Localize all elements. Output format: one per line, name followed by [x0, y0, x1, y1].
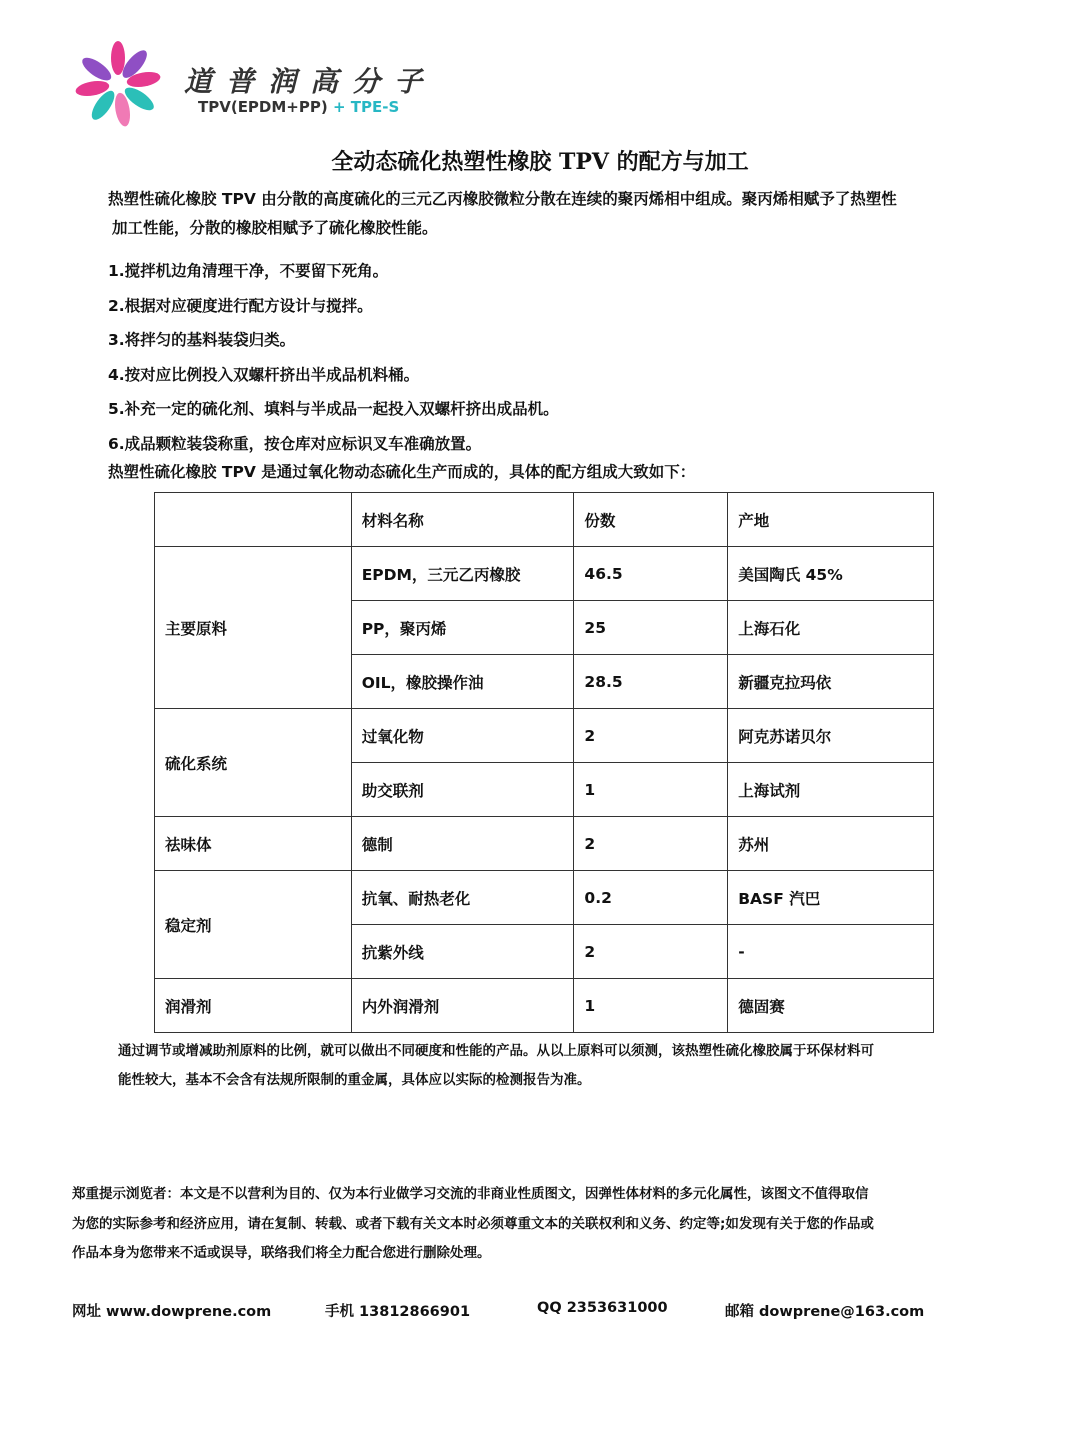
material-origin: 德固赛	[728, 979, 934, 1033]
contact-website[interactable]: 网址 www.dowprene.com	[72, 1304, 272, 1320]
disclaimer-line-3: 作品本身为您带来不适或误导，联络我们将全力配合您进行删除处理。	[72, 1245, 491, 1261]
material-parts: 1	[574, 979, 728, 1033]
table-row	[155, 547, 934, 601]
step-item: 6.成品颗粒装袋称重，按仓库对应标识叉车准确放置。	[108, 434, 482, 453]
disclaimer-paragraph	[72, 1180, 1012, 1269]
material-origin: -	[728, 925, 934, 979]
intro-paragraph	[108, 185, 1028, 243]
table-header-cell: 产地	[728, 493, 934, 547]
table-row	[155, 979, 934, 1033]
group-label: 润滑剂	[155, 979, 352, 1033]
material-name: 助交联剂	[351, 763, 574, 817]
material-origin: 上海试剂	[728, 763, 934, 817]
material-parts: 1	[574, 763, 728, 817]
material-origin: 上海石化	[728, 601, 934, 655]
step-item: 4.按对应比例投入双螺杆挤出半成品机料桶。	[108, 365, 420, 384]
material-origin: 新疆克拉玛依	[728, 655, 934, 709]
table-header-cell	[155, 493, 352, 547]
material-parts: 28.5	[574, 655, 728, 709]
disclaimer-line-2: 为您的实际参考和经济应用，请在复制、转载、或者下载有关文本时必须尊重文本的关联权利和义务、约定等;如发现有关于您的作品或	[72, 1215, 874, 1232]
table-row	[155, 709, 934, 763]
material-name: 过氧化物	[351, 709, 574, 763]
table-row	[155, 817, 934, 871]
formula-table	[154, 492, 934, 1033]
note-line-2: 能性较大，基本不会含有法规所限制的重金属，具体应以实际的检测报告为准。	[118, 1072, 591, 1088]
material-parts: 0.2	[574, 871, 728, 925]
flower-logo-icon	[74, 40, 174, 130]
step-item: 1.搅拌机边角清理干净，不要留下死角。	[108, 262, 389, 280]
table-header-cell: 份数	[574, 493, 728, 547]
material-parts: 46.5	[574, 547, 728, 601]
material-parts: 2	[574, 925, 728, 979]
intro-line-1: 热塑性硫化橡胶 TPV 由分散的高度硫化的三元乙丙橡胶微粒分散在连续的聚丙烯相中组成。聚丙烯相赋予了热塑性	[108, 190, 897, 208]
page-title: 全动态硫化热塑性橡胶 TPV 的配方与加工	[331, 149, 749, 175]
table-header-row	[155, 493, 934, 547]
brand-name: 道普润高分子	[184, 65, 437, 98]
contact-qq: QQ 2353631000	[537, 1300, 668, 1316]
contact-email[interactable]: 邮箱 dowprene@163.com	[725, 1304, 925, 1320]
table-lead-text: 热塑性硫化橡胶 TPV 是通过氧化物动态硫化生产而成的，具体的配方组成大致如下：	[108, 463, 696, 481]
table-header-cell: 材料名称	[351, 493, 574, 547]
material-name: EPDM，三元乙丙橡胶	[351, 547, 574, 601]
intro-line-2: 加工性能，分散的橡胶相赋予了硫化橡胶性能。	[112, 219, 438, 237]
step-item: 5.补充一定的硫化剂、填料与半成品一起投入双螺杆挤出成品机。	[108, 400, 559, 418]
material-name: 抗氧、耐热老化	[351, 871, 574, 925]
brand-subtitle-main: TPV(EPDM+PP)	[198, 98, 328, 116]
material-name: 抗紫外线	[351, 925, 574, 979]
company-logo	[74, 40, 454, 130]
material-origin: BASF 汽巴	[728, 871, 934, 925]
group-label: 祛味体	[155, 817, 352, 871]
disclaimer-line-1: 郑重提示浏览者：本文是不以营利为目的、仅为本行业做学习交流的非商业性质图文，因弹性体材料的多元化属性，该图文不值得取信	[72, 1186, 869, 1202]
step-item: 2.根据对应硬度进行配方设计与搅拌。	[108, 296, 373, 315]
material-origin: 阿克苏诺贝尔	[728, 709, 934, 763]
material-name: PP，聚丙烯	[351, 601, 574, 655]
table-row	[155, 871, 934, 925]
brand-subtitle-plus: +	[332, 98, 346, 116]
material-parts: 2	[574, 709, 728, 763]
material-parts: 25	[574, 601, 728, 655]
brand-subtitle	[198, 98, 399, 116]
material-origin: 美国陶氏 45%	[728, 547, 934, 601]
brand-subtitle-tpes: TPE-S	[350, 98, 400, 116]
material-name: 德制	[351, 817, 574, 871]
material-parts: 2	[574, 817, 728, 871]
group-label: 稳定剂	[155, 871, 352, 979]
material-origin: 苏州	[728, 817, 934, 871]
note-paragraph	[118, 1037, 1018, 1095]
group-label: 主要原料	[155, 547, 352, 709]
contact-phone: 手机 13812866901	[325, 1304, 471, 1320]
material-name: 内外润滑剂	[351, 979, 574, 1033]
material-name: OIL，橡胶操作油	[351, 655, 574, 709]
note-line-1: 通过调节或增减助剂原料的比例，就可以做出不同硬度和性能的产品。从以上原料可以须测，该热塑性硫化橡胶属于环保材料可	[118, 1043, 874, 1059]
process-steps	[108, 254, 1028, 461]
step-item: 3.将拌匀的基料装袋归类。	[108, 331, 296, 349]
group-label: 硫化系统	[155, 709, 352, 817]
